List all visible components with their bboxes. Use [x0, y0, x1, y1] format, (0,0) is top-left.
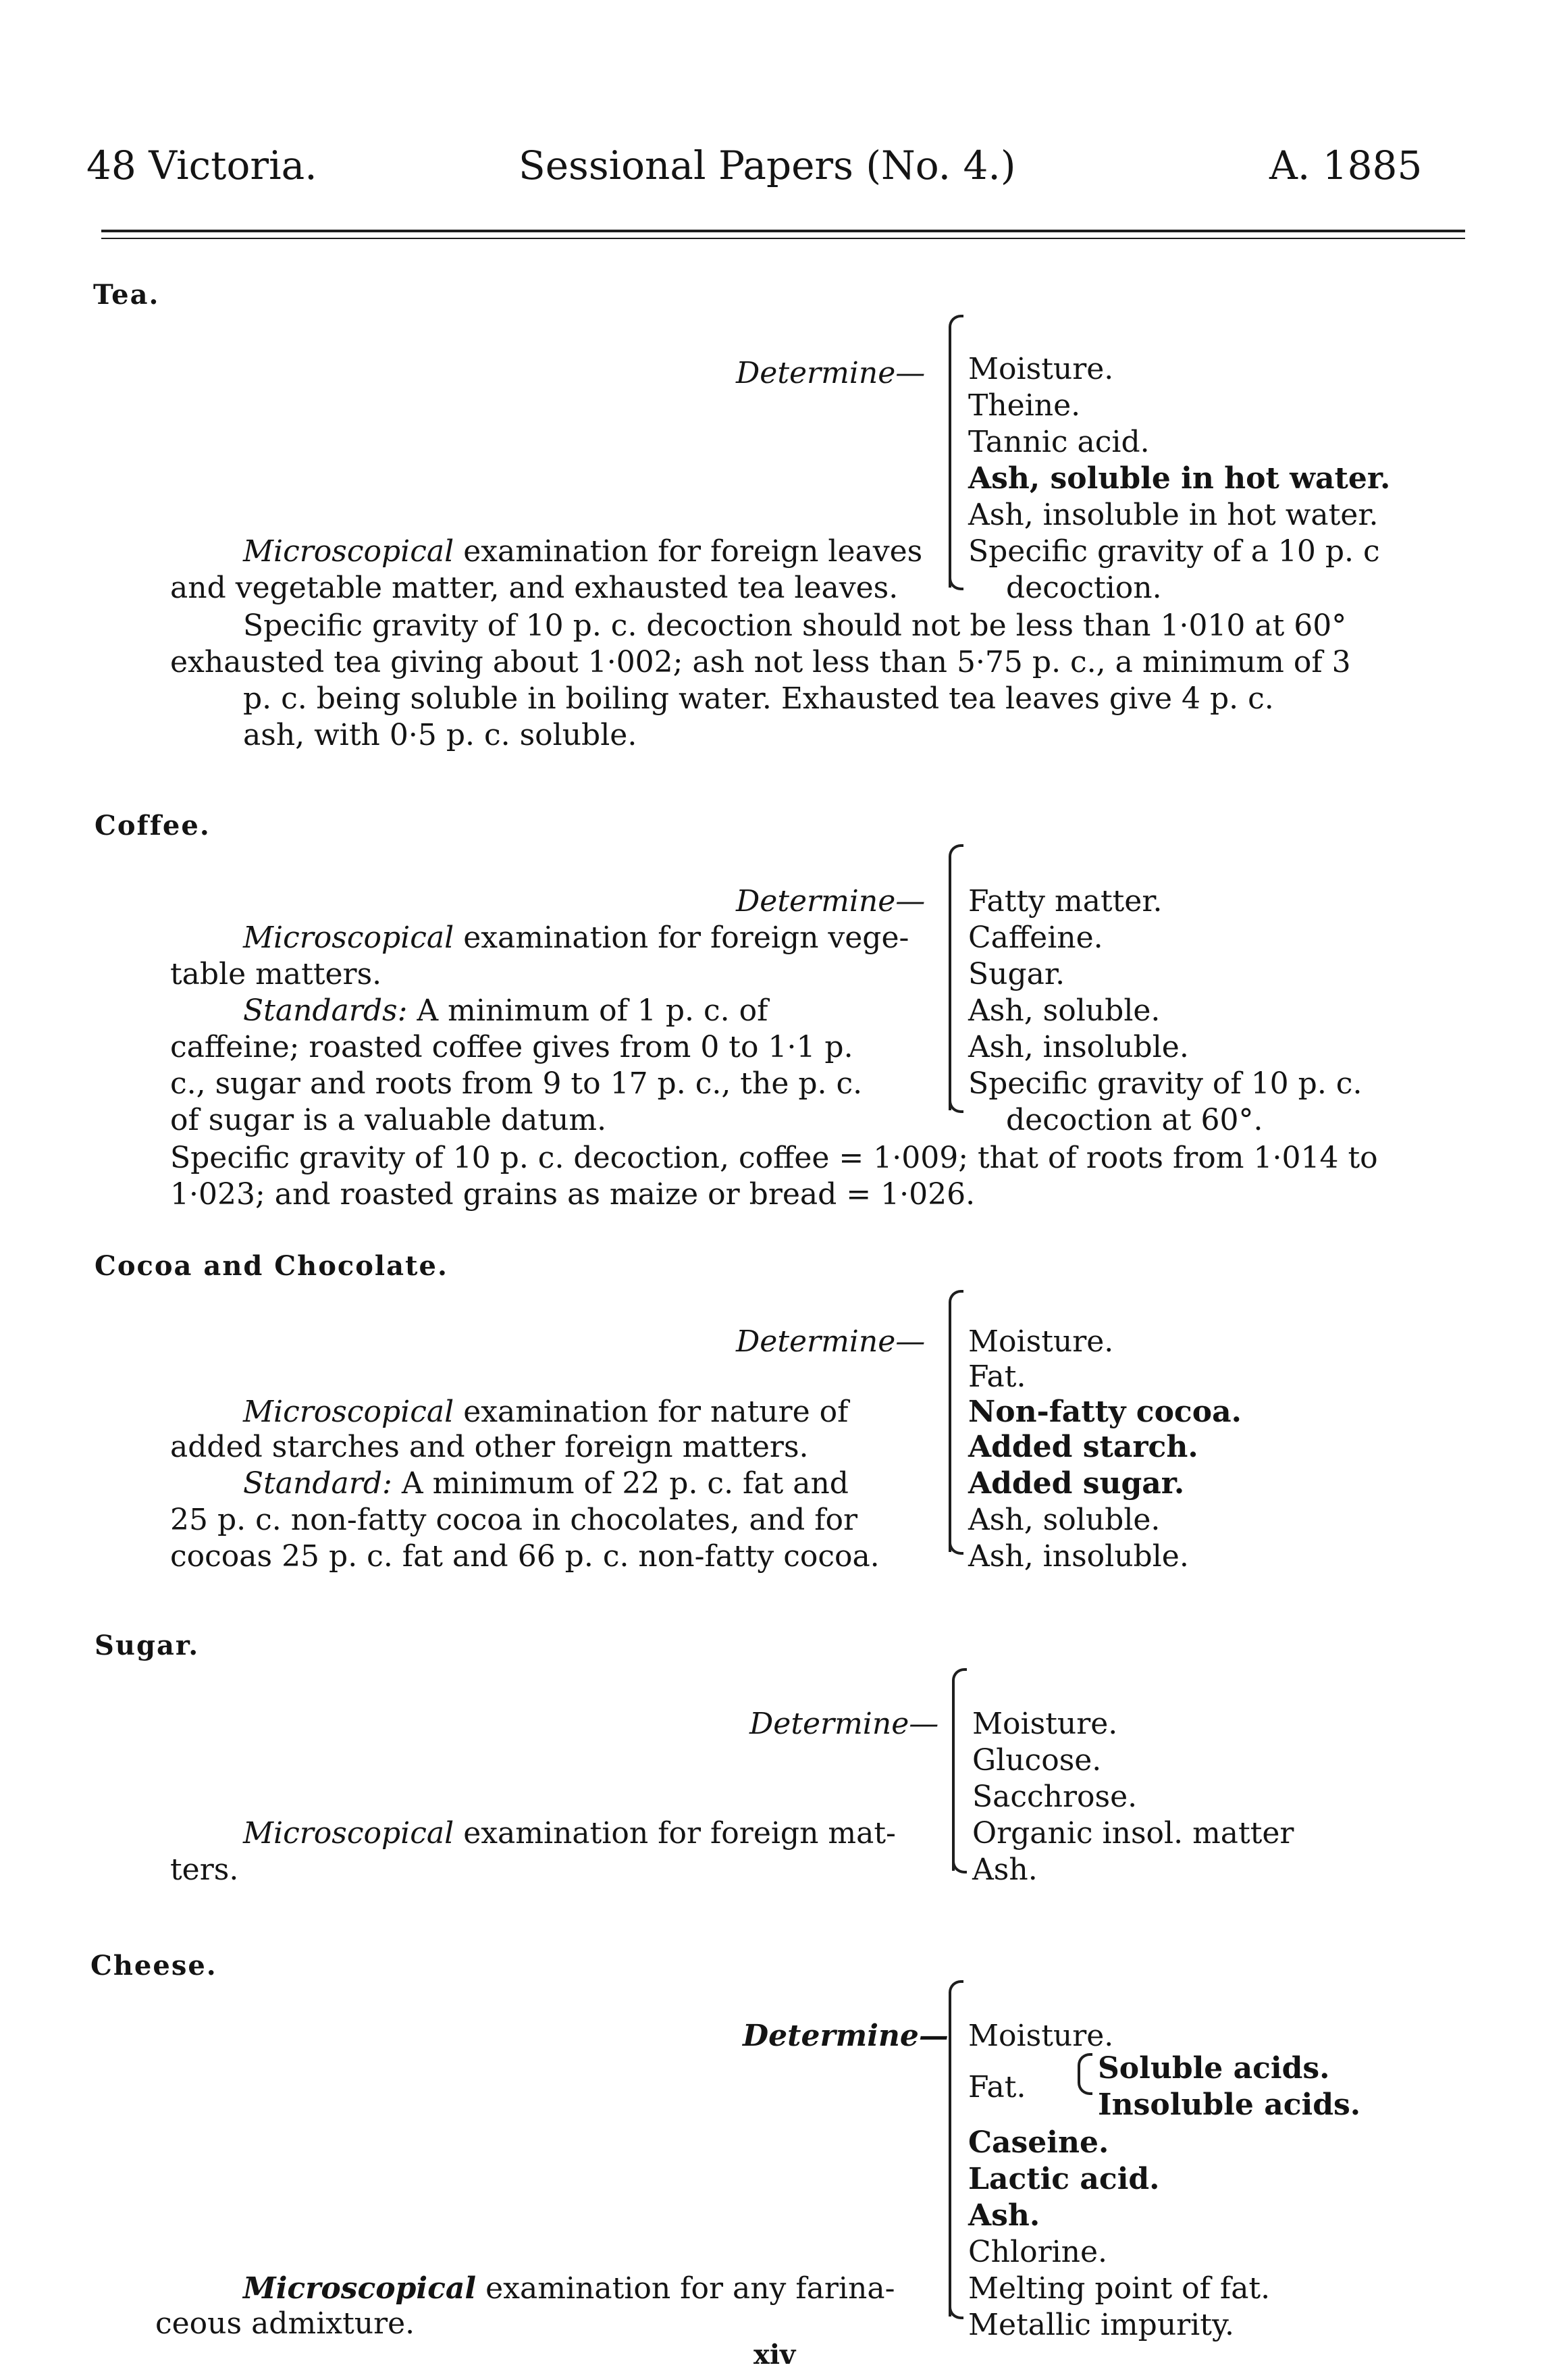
list-item: Tannic acid.: [968, 425, 1150, 459]
coffee-micro-line1: [243, 920, 909, 956]
list-item: Melting point of fat.: [968, 2271, 1271, 2306]
sugar-micro-italic: Microscopical: [243, 1816, 454, 1851]
cheese-micro-italic: Microscopical: [243, 2271, 477, 2306]
tea-micro-line1: [243, 534, 922, 570]
page-number: xiv: [753, 2339, 796, 2371]
list-item: Added starch.: [968, 1430, 1198, 1464]
list-item: Ash, soluble.: [968, 1503, 1161, 1537]
paragraph-line: Specific gravity of 10 p. c. decoction should not be less than 1·010 at 60°: [243, 609, 1347, 643]
cocoa-standard-line1: [243, 1466, 849, 1502]
list-item: Fat.: [968, 1360, 1026, 1394]
cocoa-standard-text: A minimum of 22 p. c. fat and: [392, 1466, 849, 1501]
section-title-sugar: Sugar.: [95, 1630, 200, 1661]
list-item: Caffeine.: [968, 921, 1103, 955]
cocoa-micro-line1: [243, 1394, 848, 1430]
list-item: Ash.: [972, 1853, 1038, 1887]
header-rule-top: [101, 230, 1465, 232]
cocoa-standard-italic: Standard:: [243, 1466, 392, 1501]
coffee-standards-line: of sugar is a valuable datum.: [170, 1103, 607, 1137]
list-item: Specific gravity of 10 p. c.: [968, 1066, 1362, 1101]
list-item: Metallic impurity.: [968, 2308, 1234, 2342]
cocoa-micro-line2: added starches and other foreign matters.: [170, 1430, 809, 1464]
section-title-coffee: Coffee.: [95, 810, 211, 842]
header-right: A. 1885: [1269, 143, 1423, 188]
list-item: Organic insol. matter: [972, 1816, 1294, 1851]
list-item: Non-fatty cocoa.: [968, 1395, 1242, 1429]
list-item: Moisture.: [968, 2019, 1114, 2053]
list-item: Moisture.: [968, 1324, 1114, 1359]
sugar-determine: Determine—: [749, 1707, 939, 1741]
cocoa-standard-line: cocoas 25 p. c. fat and 66 p. c. non-fatty cocoa.: [170, 1539, 880, 1574]
paragraph-line: Specific gravity of 10 p. c. decoction, coffee = 1·009; that of roots from 1·014 to: [170, 1141, 1378, 1175]
cheese-micro-line2: ceous admixture.: [155, 2306, 415, 2341]
paragraph-line: p. c. being soluble in boiling water. Exhausted tea leaves give 4 p. c.: [243, 681, 1274, 716]
list-item: Caseine.: [968, 2125, 1109, 2160]
coffee-determine: Determine—: [736, 884, 926, 919]
list-item: Ash, insoluble.: [968, 1539, 1189, 1574]
list-item: decoction.: [1006, 571, 1162, 605]
list-item: Ash, soluble.: [968, 993, 1161, 1028]
cheese-fat-label: Fat.: [968, 2070, 1026, 2104]
cheese-micro-line1: [243, 2271, 895, 2307]
coffee-micro-italic: Microscopical: [243, 921, 454, 955]
coffee-standards-line: c., sugar and roots from 9 to 17 p. c., the p. c.: [170, 1066, 863, 1101]
sugar-micro-line2: ters.: [170, 1853, 239, 1887]
list-item: Chlorine.: [968, 2235, 1108, 2269]
sugar-micro-text: examination for foreign mat-: [454, 1816, 896, 1851]
coffee-micro-text: examination for foreign vege-: [454, 921, 909, 955]
cheese-micro-text: examination for any farina-: [476, 2271, 895, 2306]
header-rule-bottom: [101, 238, 1465, 239]
coffee-micro-line2: table matters.: [170, 957, 382, 991]
coffee-standards-text: A minimum of 1 p. c. of: [407, 993, 768, 1028]
header-left: 48 Victoria.: [86, 143, 317, 188]
list-item: Glucose.: [972, 1743, 1102, 1778]
coffee-standards-italic: Standards:: [243, 993, 408, 1028]
section-title-tea: Tea.: [93, 279, 160, 311]
tea-micro-line2: and vegetable matter, and exhausted tea leaves.: [170, 571, 899, 605]
section-title-cheese: Cheese.: [90, 1950, 217, 1982]
list-item: Theine.: [968, 388, 1081, 423]
list-item: Ash, insoluble in hot water.: [968, 498, 1379, 532]
cheese-determine: Determine—: [743, 2019, 949, 2053]
list-item: Sugar.: [968, 957, 1065, 991]
cocoa-standard-line: 25 p. c. non-fatty cocoa in chocolates, and for: [170, 1503, 858, 1537]
list-item: Ash, soluble in hot water.: [968, 461, 1391, 496]
coffee-standards-line1: [243, 993, 768, 1029]
cheese-fat-sub: Insoluble acids.: [1098, 2088, 1361, 2122]
list-item: Ash.: [968, 2198, 1040, 2233]
paragraph-line: ash, with 0·5 p. c. soluble.: [243, 718, 637, 752]
list-item: Lactic acid.: [968, 2162, 1160, 2196]
tea-determine: Determine—: [736, 356, 926, 390]
cocoa-micro-italic: Microscopical: [243, 1395, 454, 1429]
paragraph-line: exhausted tea giving about 1·002; ash not less than 5·75 p. c., a minimum of 3: [170, 645, 1351, 679]
list-item: Sacchrose.: [972, 1780, 1138, 1814]
list-item: Moisture.: [972, 1707, 1118, 1741]
paragraph-line: 1·023; and roasted grains as maize or bread = 1·026.: [170, 1177, 976, 1212]
list-item: Fatty matter.: [968, 884, 1163, 919]
list-item: Ash, insoluble.: [968, 1030, 1189, 1064]
sugar-micro-line1: [243, 1815, 896, 1852]
header-center: Sessional Papers (No. 4.): [519, 143, 1016, 188]
list-item: Specific gravity of a 10 p. c: [968, 534, 1380, 569]
coffee-standards-line: caffeine; roasted coffee gives from 0 to 1·1 p.: [170, 1030, 853, 1064]
cocoa-determine: Determine—: [736, 1324, 926, 1359]
list-item: decoction at 60°.: [1006, 1103, 1263, 1137]
tea-micro-italic: Microscopical: [243, 534, 454, 569]
section-title-cocoa: Cocoa and Chocolate.: [95, 1250, 448, 1282]
list-item: Added sugar.: [968, 1466, 1185, 1501]
list-item: Moisture.: [968, 352, 1114, 386]
tea-micro-text: examination for foreign leaves: [454, 534, 923, 569]
cheese-fat-sub: Soluble acids.: [1098, 2051, 1330, 2086]
cocoa-micro-text: examination for nature of: [454, 1395, 849, 1429]
